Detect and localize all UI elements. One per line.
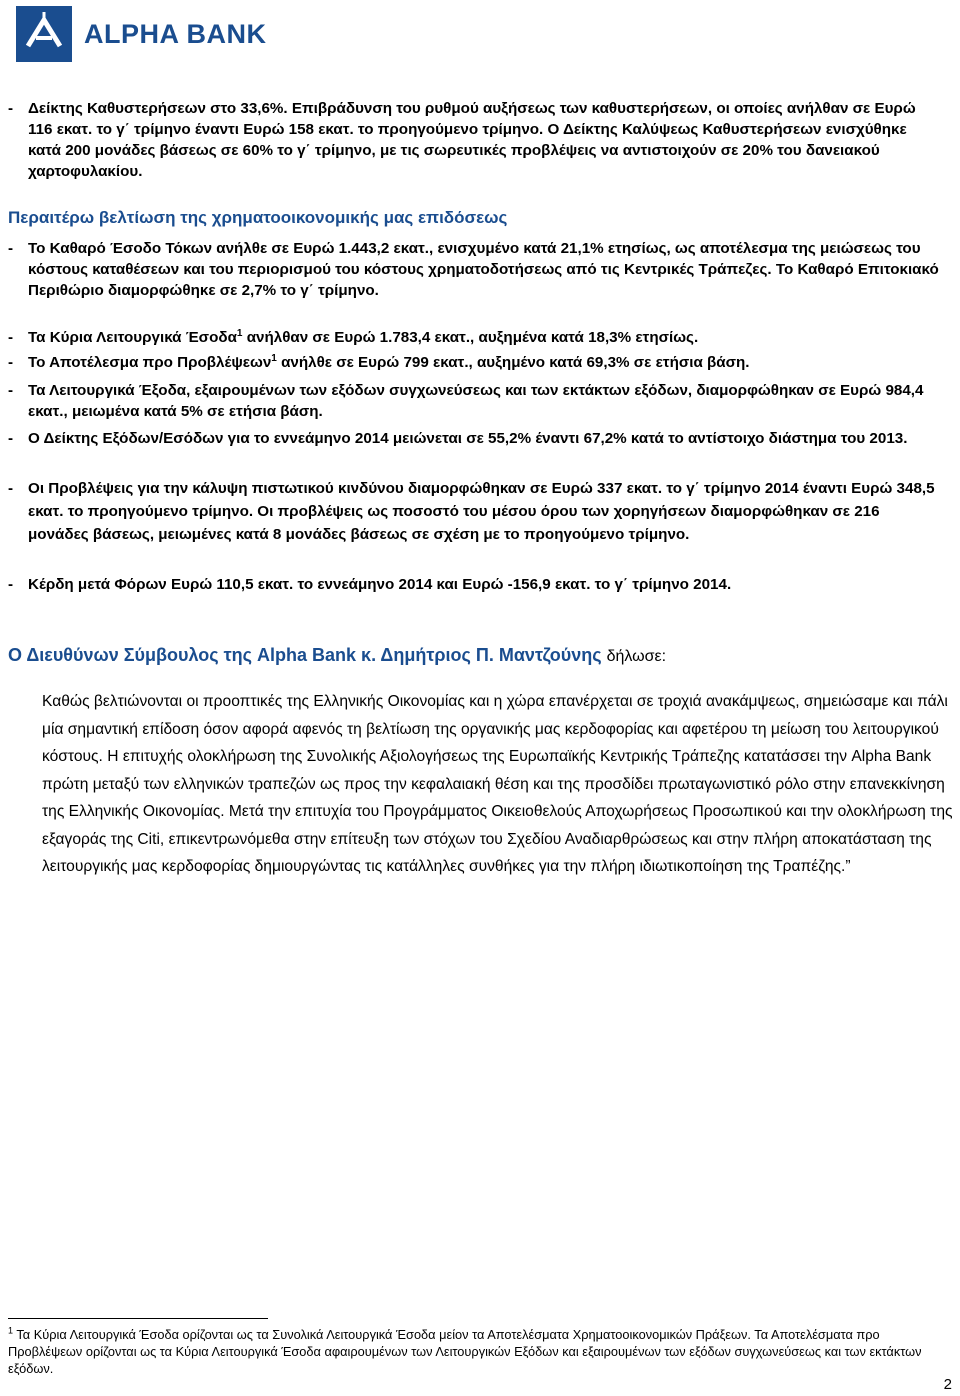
- footnote: [8, 1326, 952, 1377]
- list-item-operating-expenses: - Τα Λειτουργικά Έξοδα, εξαιρουμένων των εξόδων συγχωνεύσεως και των εκτάκτων εξόδων, διαμορφώθηκαν σε Ευρώ 984,4 εκατ., μειωμένα κατά 5% σε ετήσια βάση.: [8, 382, 924, 420]
- list-item-pre-provision: - Το Αποτέλεσμα προ Προβλέψεων$^1$ ανήλθε σε Ευρώ 799 εκατ., αυξημένο κατά 69,3% σε ετήσια βάση.: [8, 352, 750, 371]
- footnote-text: Τα Κύρια Λειτουργικά Έσοδα ορίζονται ως τα Συνολικά Λειτουργικά Έσοδα μείον τα Αποτελέσματα Χρηματοοικονομικών Πράξεων. Τα Αποτελέσματα προ Προβλέψεων ορίζονται ως τα Κύρια Λειτουργικά Έσοδα αφαιρουμένων των Λειτουργικών Εξόδων και εξαιρουμένων των εξόδων συγχωνεύσεως και των εκτάκτων εξόδων.: [8, 1327, 922, 1376]
- list-item-core-income: - Τα Κύρια Λειτουργικά Έσοδα$^1$ ανήλθαν σε Ευρώ 1.783,4 εκατ., αυξημένα κατά 18,3% ετησίως.: [8, 327, 699, 346]
- footnote-divider: [8, 1318, 268, 1319]
- alpha-bank-logo-icon: [16, 6, 72, 62]
- list-item-cost-income: - Ο Δείκτης Εξόδων/Εσόδων για το εννεάμηνο 2014 μειώνεται σε 55,2% έναντι 67,2% κατά το αντίστοιχο διάστημα του 2013.: [8, 430, 908, 447]
- ceo-said: δήλωσε:: [606, 648, 667, 665]
- ceo-quote: Καθώς βελτιώνονται οι προοπτικές της Ελληνικής Οικονομίας και η χώρα επανέρχεται σε τροχιά ανακάμψεως, σημειώσαμε και πάλι μία σημαντική επίδοση όσον αφορά αφενός τη βελτίωση της οργανικής μας κερδοφορίας και αφετέρου τη μείωση του λειτουργικού κόστους. Η επιτυχής ολοκλήρωση της Συνολικής Αξιολογήσεως της Ευρωπαϊκής Κεντρικής Τράπεζης κατατάσσει την Alpha Bank πρώτη μεταξύ των ελληνικών τραπεζών ως προς την κεφαλαιακή θέση και της προσδίδει πρωταγωνιστικό ρόλο στην επανεκκίνηση της Ελληνικής Οικονομίας. Μετά την επιτυχία του Προγράμματος Οικειοθελούς Αποχωρήσεως Προσωπικού και την ολοκλήρωση της εξαγοράς της Citi, επικεντρωνόμεθα στην επίτευξη των στόχων του Σχεδίου Αναδιαρθρώσεως και στην πλήρη αποκατάσταση της λειτουργικής μας κερδοφορίας δημιουργώντας τις κατάλληλες συνθήκες για την πλήρη ιδιωτικοποίηση της Τραπέζης.”: [42, 693, 953, 875]
- section-title: Περαιτέρω βελτίωση της χρηματοοικονομικής μας επιδόσεως: [8, 208, 508, 227]
- logo: [16, 6, 267, 62]
- list-item-profit: - Κέρδη μετά Φόρων Ευρώ 110,5 εκατ. το εννεάμηνο 2014 και Ευρώ -156,9 εκατ. το γ΄ τρίμηνο 2014.: [8, 576, 732, 593]
- list-item-net-interest: - Το Καθαρό Έσοδο Τόκων ανήλθε σε Ευρώ 1.443,2 εκατ., ενισχυμένο κατά 21,1% ετησίως, ως αποτέλεσμα της μειώσεως του κόστους καταθέσεων και του περιορισμού του κόστους χρηματοδοτήσεως από τις Κεντρικές Τράπεζες. Το Καθαρό Επιτοκιακό Περιθώριο διαμορφώθηκε σε 2,7% το γ΄ τρίμηνο.: [8, 240, 939, 299]
- list-item-provisions: - Οι Προβλέψεις για την κάλυψη πιστωτικού κινδύνου διαμορφώθηκαν σε Ευρώ 337 εκατ. το γ΄ τρίμηνο 2014 έναντι Ευρώ 348,5 εκατ. το προηγούμενο τρίμηνο. Οι προβλέψεις ως ποσοστό του μέσου όρου των χορηγήσεων διαμορφώθηκαν σε 216 μονάδες βάσεως, μειωμένες κατά 8 μονάδες βάσεως σε σχέση με το προηγούμενο τρίμηνο.: [8, 480, 935, 543]
- bullet-dash: -: [8, 100, 14, 117]
- ceo-heading: [8, 645, 666, 666]
- brand-name: ALPHA BANK: [84, 18, 267, 49]
- page-number: 2: [943, 1376, 952, 1393]
- list-item-text: Δείκτης Καθυστερήσεων στο 33,6%. Επιβράδυνση του ρυθμού αυξήσεως των καθυστερήσεων, οι οποίες ανήλθαν σε Ευρώ 116 εκατ. το γ΄ τρίμηνο έναντι Ευρώ 158 εκατ. το προηγούμενο τρίμηνο. Ο Δείκτης Καλύψεως Καθυστερήσεων ενισχύθηκε κατά 200 μονάδες βάσεως σε 60% το γ΄ τρίμηνο, με τις σωρευτικές προβλέψεις να αντιστοιχούν σε 20% του δανειακού χαρτοφυλακίου.: [28, 100, 916, 180]
- list-item-delinquency: [8, 98, 942, 182]
- footnote-marker: 1: [8, 1325, 14, 1336]
- ceo-title: Ο Διευθύνων Σύμβουλος της Alpha Bank κ. Δημήτριος Π. Μαντζούνης: [8, 645, 602, 665]
